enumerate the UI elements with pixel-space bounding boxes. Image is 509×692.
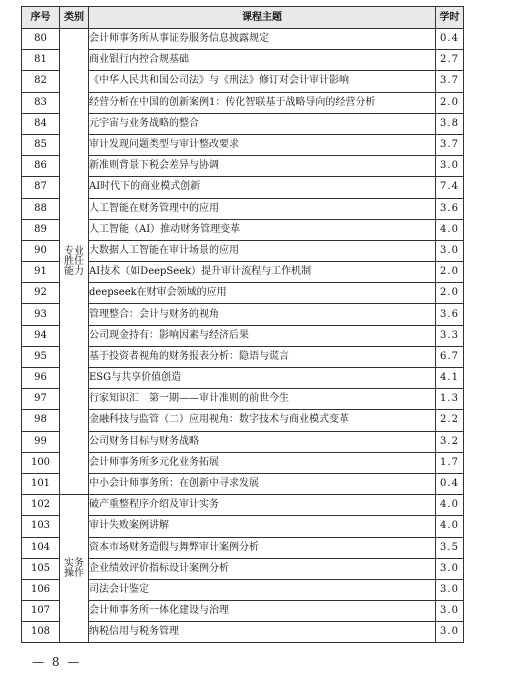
table-row [22,177,464,198]
course-hours: 2.0 [436,92,464,113]
course-title: 会计师事务所从事证券服务信息披露规定 [89,29,436,50]
table-row [22,113,464,134]
course-title: 会计师事务所多元化业务拓展 [89,452,436,473]
course-hours: 2.0 [436,262,464,283]
category-line: 胜任 [64,255,84,267]
table-row [22,368,464,389]
course-title: 新准则背景下税会差异与协调 [89,156,436,177]
course-hours: 4.1 [436,368,464,389]
row-number: 84 [22,113,60,134]
table-row [22,389,464,410]
course-hours: 1.7 [436,452,464,473]
course-title: AI技术（如DeepSeek）提升审计流程与工作机制 [89,262,436,283]
row-number: 107 [22,601,60,622]
row-number: 106 [22,579,60,600]
course-hours: 3.0 [436,240,464,261]
category-cell [60,495,89,643]
row-number: 101 [22,473,60,494]
table-row [22,92,464,113]
course-title: 审计失败案例讲解 [89,516,436,537]
course-hours: 3.7 [436,134,464,155]
course-title: ESG与共享价值创造 [89,368,436,389]
course-title: deepseek在财审会领域的应用 [89,283,436,304]
row-number: 86 [22,156,60,177]
course-title: 元宇宙与业务战略的整合 [89,113,436,134]
row-number: 99 [22,431,60,452]
category-cell [60,29,89,495]
row-number: 80 [22,29,60,50]
course-title: 企业绩效评价指标设计案例分析 [89,558,436,579]
course-title: 审计发现问题类型与审计整改要求 [89,134,436,155]
row-number: 90 [22,240,60,261]
course-title: 中小会计师事务所：在创新中寻求发展 [89,473,436,494]
row-number: 97 [22,389,60,410]
course-table [21,6,464,643]
course-hours: 1.3 [436,389,464,410]
row-number: 89 [22,219,60,240]
row-number: 94 [22,325,60,346]
course-hours: 3.6 [436,198,464,219]
course-title: 《中华人民共和国公司法》与《刑法》修订对会计审计影响 [89,71,436,92]
course-hours: 0.4 [436,29,464,50]
page-number: — 8 — [32,655,82,669]
table-row [22,431,464,452]
course-title: 经营分析在中国的创新案例1：传化智联基于战略导向的经营分析 [89,92,436,113]
course-title: 大数据人工智能在审计场景的应用 [89,240,436,261]
course-title: 司法会计鉴定 [89,579,436,600]
course-title: 金融科技与监管（二）应用视角：数字技术与商业模式变革 [89,410,436,431]
table-row [22,410,464,431]
row-number: 81 [22,50,60,71]
course-hours: 3.7 [436,71,464,92]
course-hours: 4.0 [436,219,464,240]
category-line: 能力 [64,265,84,277]
row-number: 100 [22,452,60,473]
row-number: 83 [22,92,60,113]
table-row [22,495,464,516]
course-hours: 3.0 [436,601,464,622]
course-title: 资本市场财务造假与舞弊审计案例分析 [89,537,436,558]
table-row [22,29,464,50]
row-number: 92 [22,283,60,304]
header-category: 类别 [60,7,89,29]
table-row [22,240,464,261]
table-row [22,283,464,304]
course-title: 公司现金持有：影响因素与经济后果 [89,325,436,346]
row-number: 82 [22,71,60,92]
row-number: 96 [22,368,60,389]
course-hours: 3.2 [436,431,464,452]
category-line: 实务 [64,557,84,569]
course-title: 人工智能（AI）推动财务管理变革 [89,219,436,240]
row-number: 91 [22,262,60,283]
table-row [22,516,464,537]
course-hours: 0.4 [436,473,464,494]
table-row [22,50,464,71]
table-row [22,219,464,240]
course-hours: 3.0 [436,156,464,177]
table-row [22,71,464,92]
table-row [22,134,464,155]
table-row [22,325,464,346]
course-hours: 6.7 [436,346,464,367]
category-line: 操作 [64,567,84,579]
row-number: 95 [22,346,60,367]
course-hours: 2.2 [436,410,464,431]
table-row [22,537,464,558]
course-hours: 3.6 [436,304,464,325]
row-number: 93 [22,304,60,325]
course-hours: 2.0 [436,283,464,304]
row-number: 104 [22,537,60,558]
course-title: 管理整合：会计与财务的视角 [89,304,436,325]
course-hours: 3.8 [436,113,464,134]
course-title: 破产重整程序介绍及审计实务 [89,495,436,516]
course-title: 商业银行内控合规基础 [89,50,436,71]
course-hours: 4.0 [436,516,464,537]
row-number: 88 [22,198,60,219]
course-hours: 2.7 [436,50,464,71]
course-hours: 3.0 [436,558,464,579]
header-hours: 学时 [436,7,464,29]
table-row [22,622,464,643]
course-title: 基于投资者视角的财务报表分析：隐语与谎言 [89,346,436,367]
table-header-row [22,7,464,29]
course-title: 会计师事务所一体化建设与治理 [89,601,436,622]
course-title: 公司财务目标与财务战略 [89,431,436,452]
table-row [22,198,464,219]
table-row [22,558,464,579]
table-row [22,601,464,622]
table-row [22,156,464,177]
course-hours: 3.0 [436,622,464,643]
course-title: 纳税信用与税务管理 [89,622,436,643]
row-number: 85 [22,134,60,155]
row-number: 105 [22,558,60,579]
header-seq: 序号 [22,7,60,29]
row-number: 102 [22,495,60,516]
course-hours: 3.3 [436,325,464,346]
course-title: 人工智能在财务管理中的应用 [89,198,436,219]
row-number: 108 [22,622,60,643]
row-number: 87 [22,177,60,198]
course-title: 行家知识汇 第一期——审计准则的前世今生 [89,389,436,410]
course-hours: 3.5 [436,537,464,558]
table-row [22,304,464,325]
course-hours: 4.0 [436,495,464,516]
table-row [22,262,464,283]
course-hours: 7.4 [436,177,464,198]
table-row [22,452,464,473]
header-topic: 课程主题 [89,7,436,29]
row-number: 98 [22,410,60,431]
category-line: 专业 [64,245,84,257]
course-hours: 3.0 [436,579,464,600]
table-row [22,579,464,600]
table-row [22,346,464,367]
table-row [22,473,464,494]
course-title: AI时代下的商业模式创新 [89,177,436,198]
table-body [22,29,464,643]
row-number: 103 [22,516,60,537]
